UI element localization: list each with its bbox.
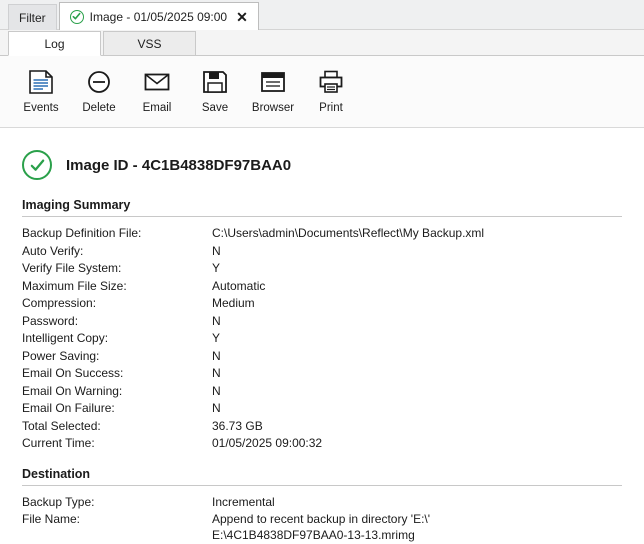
row-key: Email On Warning: (22, 383, 212, 401)
row-value: Y (212, 330, 622, 348)
tab-log[interactable] (8, 31, 101, 56)
table-row (22, 494, 622, 512)
events-button[interactable] (12, 62, 70, 114)
row-value: Incremental (212, 494, 622, 512)
row-key: Backup Definition File: (22, 225, 212, 243)
table-row (22, 260, 622, 278)
check-circle-icon (22, 150, 52, 180)
print-icon (316, 64, 346, 100)
row-value: C:\Users\admin\Documents\Reflect\My Backup.xml (212, 225, 622, 243)
save-button[interactable] (186, 62, 244, 114)
row-value: N (212, 313, 622, 331)
row-value-line1: Append to recent backup in directory 'E:\' (212, 512, 430, 526)
row-value: N (212, 400, 622, 418)
table-row (22, 330, 622, 348)
tab-filter[interactable] (8, 4, 57, 30)
delete-button[interactable] (70, 62, 128, 114)
row-key: Maximum File Size: (22, 278, 212, 296)
table-row (22, 243, 622, 261)
delete-icon (84, 64, 114, 100)
email-button-label: Email (143, 102, 172, 114)
table-row (22, 313, 622, 331)
email-icon (142, 64, 172, 100)
row-key: Auto Verify: (22, 243, 212, 261)
table-row (22, 365, 622, 383)
table-row (22, 435, 622, 453)
row-key: Email On Failure: (22, 400, 212, 418)
row-value: N (212, 348, 622, 366)
table-row (22, 295, 622, 313)
check-circle-icon (70, 10, 84, 24)
destination-table (22, 494, 622, 544)
row-value: Medium (212, 295, 622, 313)
browser-icon (258, 64, 288, 100)
table-row (22, 348, 622, 366)
print-button[interactable] (302, 62, 360, 114)
row-key: Compression: (22, 295, 212, 313)
print-button-label: Print (319, 102, 343, 114)
row-value: N (212, 243, 622, 261)
delete-button-label: Delete (82, 102, 115, 114)
row-value: 01/05/2025 09:00:32 (212, 435, 622, 453)
table-row (22, 225, 622, 243)
page-title-label: Image ID - (66, 157, 138, 174)
image-id-header (22, 150, 622, 180)
table-row (22, 511, 622, 544)
row-value: 36.73 GB (212, 418, 622, 436)
section-destination (22, 467, 622, 544)
row-value: N (212, 365, 622, 383)
section-imaging-summary-title: Imaging Summary (22, 198, 622, 217)
table-row (22, 278, 622, 296)
row-value: N (212, 383, 622, 401)
tab-image-log-label: Image - 01/05/2025 09:00 (90, 10, 227, 24)
sub-tab-strip (0, 30, 644, 56)
imaging-summary-table (22, 225, 622, 453)
table-row (22, 383, 622, 401)
row-key: Backup Type: (22, 494, 212, 512)
section-destination-title: Destination (22, 467, 622, 486)
close-icon[interactable]: ✕ (236, 10, 248, 24)
section-imaging-summary (22, 198, 622, 453)
row-key: File Name: (22, 511, 212, 544)
row-value-multiline (212, 511, 622, 544)
window-tab-strip (0, 0, 644, 30)
tab-filter-label: Filter (19, 11, 46, 25)
log-content (0, 128, 644, 544)
row-key: Power Saving: (22, 348, 212, 366)
image-id-value: 4C1B4838DF97BAA0 (142, 157, 291, 174)
save-icon (200, 64, 230, 100)
row-key: Total Selected: (22, 418, 212, 436)
page-title (66, 157, 291, 174)
save-button-label: Save (202, 102, 228, 114)
row-key: Intelligent Copy: (22, 330, 212, 348)
events-icon (26, 64, 56, 100)
tab-vss[interactable] (103, 31, 196, 55)
row-value-line2: E:\4C1B4838DF97BAA0-13-13.mrimg (212, 528, 622, 544)
events-button-label: Events (23, 102, 58, 114)
row-key: Verify File System: (22, 260, 212, 278)
browser-button[interactable] (244, 62, 302, 114)
row-key: Password: (22, 313, 212, 331)
tab-vss-label: VSS (137, 37, 161, 51)
row-value: Y (212, 260, 622, 278)
tab-log-label: Log (44, 37, 64, 51)
row-value: Automatic (212, 278, 622, 296)
row-key: Email On Success: (22, 365, 212, 383)
table-row (22, 418, 622, 436)
table-row (22, 400, 622, 418)
tab-image-log[interactable] (59, 2, 259, 30)
row-key: Current Time: (22, 435, 212, 453)
email-button[interactable] (128, 62, 186, 114)
browser-button-label: Browser (252, 102, 294, 114)
toolbar (0, 56, 644, 128)
